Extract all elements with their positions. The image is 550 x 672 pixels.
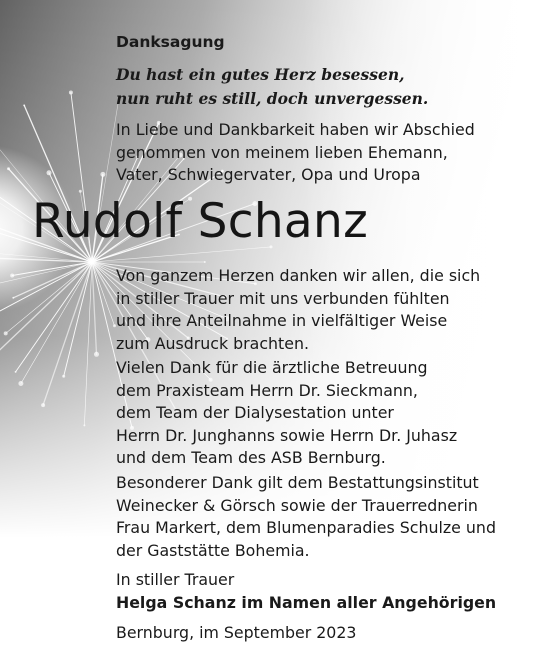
intro-line: Vater, Schwiegervater, Opa und Uropa <box>116 165 421 184</box>
thanks-line: zum Ausdruck brachten. <box>116 333 309 353</box>
thanks-medical <box>116 357 457 470</box>
verse-line: nun ruht es still, doch unvergessen. <box>116 89 429 108</box>
mourning-line: In stiller Trauer <box>116 570 235 589</box>
signature: Helga Schanz im Namen aller Angehörigen <box>116 593 497 612</box>
thanks-line: Weinecker & Görsch sowie der Trauerrednerin <box>116 495 478 515</box>
thanks-line: der Gaststätte Bohemia. <box>116 540 310 560</box>
thanks-line: dem Team der Dialysestation unter <box>116 403 394 422</box>
heading: Danksagung <box>116 33 225 51</box>
verse-line: Du hast ein gutes Herz besessen, <box>116 65 405 84</box>
intro-line: In Liebe und Dankbarkeit haben wir Abschied <box>116 120 475 139</box>
thanks-line: in stiller Trauer mit uns verbunden fühlten <box>116 288 450 308</box>
intro-line: genommen von meinem lieben Ehemann, <box>116 142 448 162</box>
thanks-line: Frau Markert, dem Blumenparadies Schulze und <box>116 518 496 537</box>
thanks-line: und ihre Anteilnahme in vielfältiger Weise <box>116 311 448 330</box>
thanks-line: Herrn Dr. Junghanns sowie Herrn Dr. Juhasz <box>116 425 458 445</box>
thanks-line: dem Praxisteam Herrn Dr. Sieckmann, <box>116 380 418 400</box>
thanks-special <box>116 472 496 562</box>
thanks-line: Besonderer Dank gilt dem Bestattungsinstitut <box>116 473 479 492</box>
verse <box>116 63 428 111</box>
thanks-general <box>116 265 480 355</box>
deceased-name: Rudolf Schanz <box>32 194 369 249</box>
thanks-line: und dem Team des ASB Bernburg. <box>116 448 386 467</box>
thanks-line: Vielen Dank für die ärztliche Betreuung <box>116 358 428 377</box>
place-date: Bernburg, im September 2023 <box>116 623 357 642</box>
thanks-line: Von ganzem Herzen danken wir allen, die sich <box>116 266 481 285</box>
intro-text <box>116 119 475 187</box>
